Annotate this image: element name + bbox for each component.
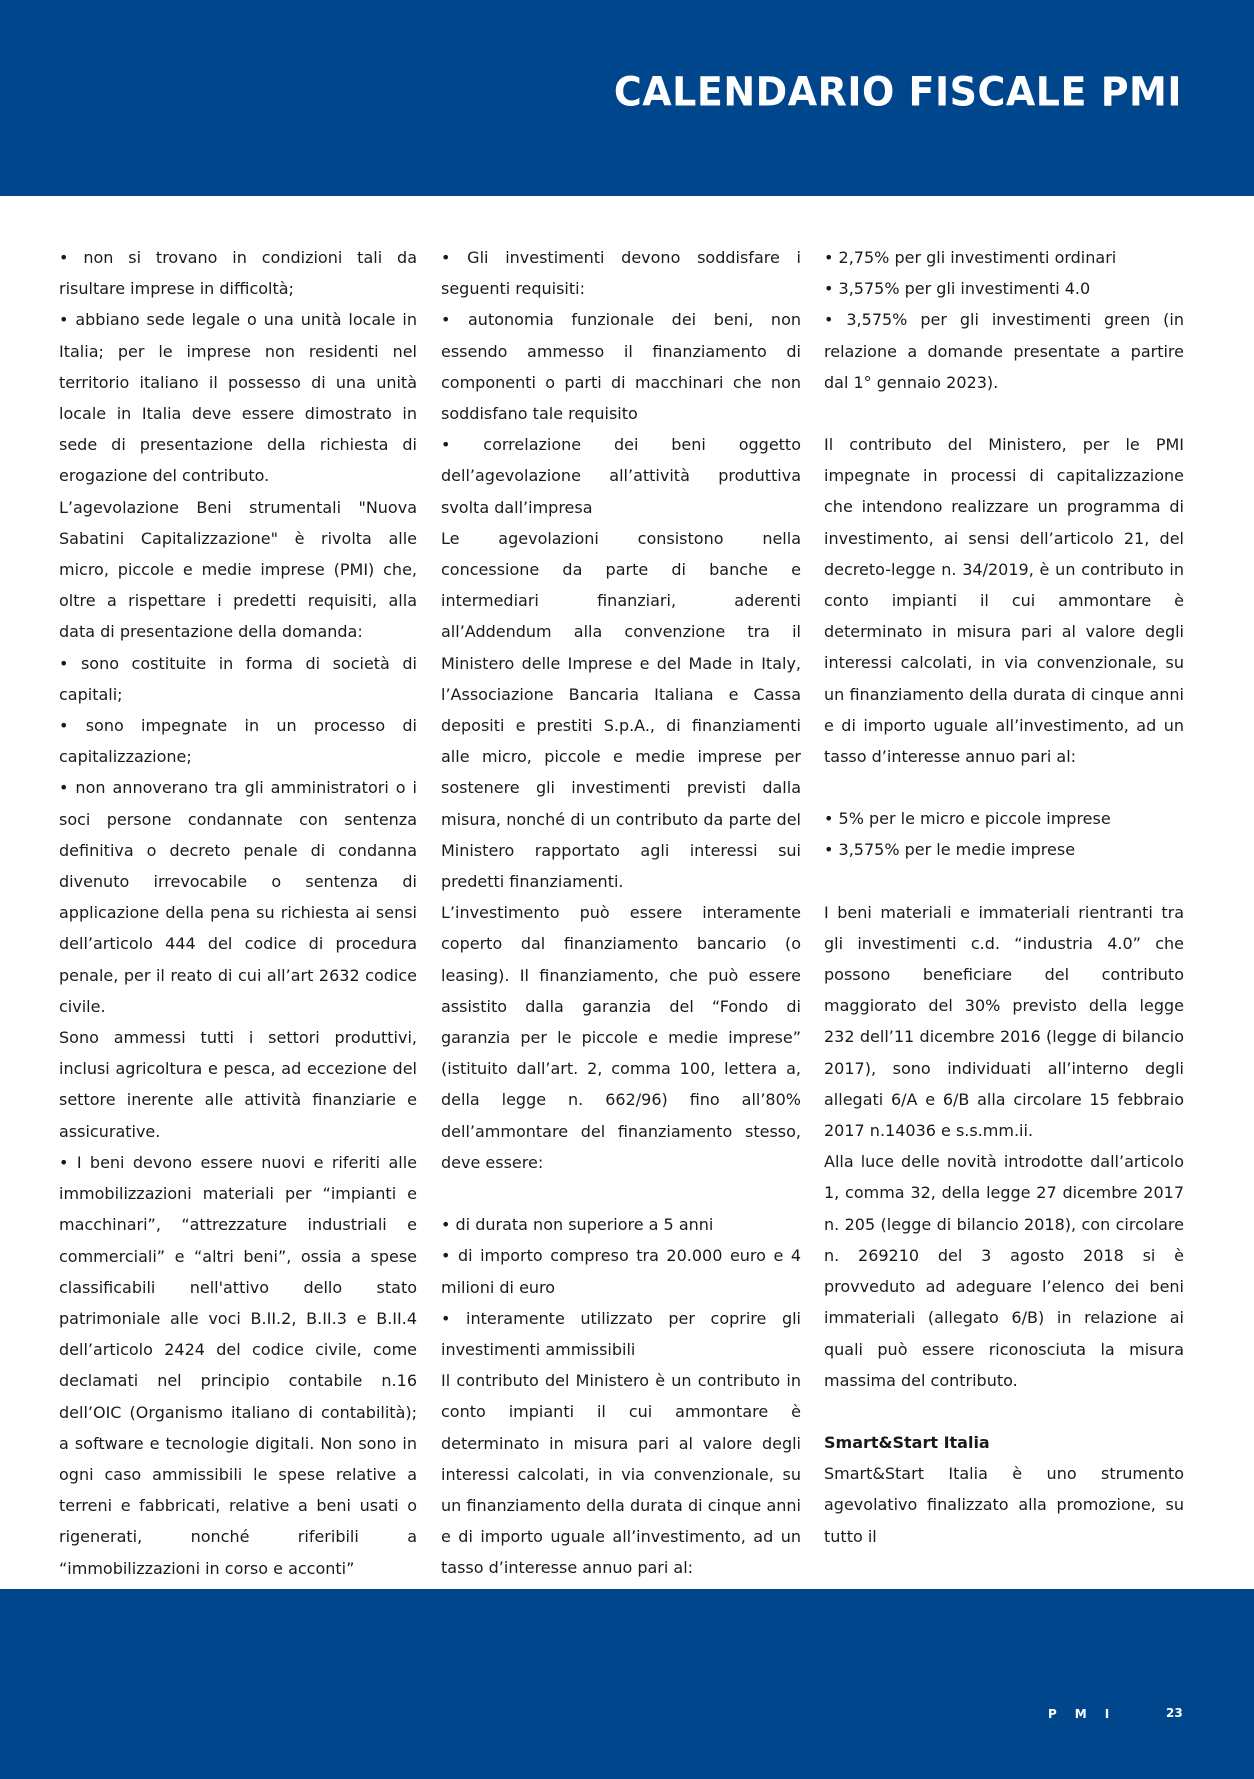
spacer [441,1178,801,1209]
list-item: • 3,575% per gli investimenti 4.0 [824,279,1091,299]
spacer [824,772,1184,803]
paragraph: Il contributo del Ministero, per le PMI impegnate in processi di capitalizzazione che intendono realizzare un programma di investimento, ai sensi dell’articolo 21, del decreto-legge n. 34/2019, è un contributo in conto impianti il cui ammontare è determinato in misura pari al valore degli interessi calcolati, in via convenzionale, su un finanziamento della durata di cinque anni e di importo uguale all’investimento, ad un tasso d’interesse annuo pari al: [824,435,1184,767]
page-header [0,0,1254,196]
paragraph: • Gli investimenti devono soddisfare i seguenti requisiti: [441,248,801,299]
list-item: • di importo compreso tra 20.000 euro e 4 milioni di euro [441,1246,801,1297]
spacer [824,1396,1184,1427]
section-heading: Smart&Start Italia [824,1432,990,1452]
paragraph: • autonomia funzionale dei beni, non essendo ammesso il finanziamento di componenti o parti di macchinari che non soddisfano tale requisito [441,310,801,424]
paragraph: Il contributo del Ministero è un contributo in conto impianti il cui ammontare è determinato in misura pari al valore degli interessi calcolati, in via convenzionale, su un finanziamento della durata di cinque anni e di importo uguale all’investimento, ad un tasso d’interesse annuo pari al: [441,1371,801,1578]
page-number: 23 [1166,1706,1183,1720]
spacer [824,398,1184,429]
page-footer [0,1589,1254,1779]
paragraph: • sono costituite in forma di società di capitali; [59,653,417,704]
text-column-3 [824,242,1184,1552]
paragraph: I beni materiali e immateriali rientranti tra gli investimenti c.d. “industria 4.0” che possono beneficiare del contributo maggiorato del 30% previsto della legge 232 dell’11 dicembre 2016 (legge di bilancio 2017), sono individuati all’interno degli allegati 6/A e 6/B alla circolare 15 febbraio 2017 n.14036 e s.s.mm.ii. [824,902,1184,1141]
paragraph: • sono impegnate in un processo di capitalizzazione; [59,716,417,767]
paragraph: • non si trovano in condizioni tali da risultare imprese in difficoltà; [59,248,417,299]
paragraph: • non annoverano tra gli amministratori o i soci persone condannate con sentenza definitiva o decreto penale di condanna divenuto irrevocabile o sentenza di applicazione della pena su richiesta ai sensi dell’articolo 444 del codice di procedura penale, per il reato di cui all’art 2632 codice civile. [59,778,417,1016]
paragraph: • I beni devono essere nuovi e riferiti alle immobilizzazioni materiali per “impianti e macchinari”, “attrezzature industriali e commerciali” e “altri beni”, ossia a spese classificabili nell'attivo dello stato patrimoniale alle voci B.II.2, B.II.3 e B.II.4 dell’articolo 2424 del codice civile, come declamati nel principio contabile n.16 dell’OIC (Organismo italiano di contabilità); a software e tecnologie digitali. Non sono in ogni caso ammissibili le spese relative a terreni e fabbricati, relative a beni usati o rigenerati, nonché riferibili a “immobilizzazioni in corso e acconti” [59,1152,417,1578]
paragraph: Sono ammessi tutti i settori produttivi, inclusi agricoltura e pesca, ad eccezione del settore inerente alle attività finanziarie e assicurative. [59,1028,417,1141]
paragraph: • correlazione dei beni oggetto dell’agevolazione all’attività produttiva svolta dall’impresa [441,435,801,517]
text-column-1 [59,242,417,1584]
paragraph: Alla luce delle novità introdotte dall’articolo 1, comma 32, della legge 27 dicembre 2017 n. 205 (legge di bilancio 2018), con circolare n. 269210 del 3 agosto 2018 si è provveduto ad adeguare l’elenco dei beni immateriali (allegato 6/B) in relazione ai quali può essere riconosciuta la misura massima del contributo. [824,1152,1184,1390]
paragraph: L’investimento può essere interamente coperto dal finanziamento bancario (o leasing). Il finanziamento, che può essere assistito dalla garanzia del “Fondo di garanzia per le piccole e medie imprese” (istituito dall’art. 2, comma 100, lettera a, della legge n. 662/96) fino all’80% dell’ammontare del finanziamento stesso, deve essere: [441,903,801,1172]
list-item: • 2,75% per gli investimenti ordinari [824,248,1117,267]
paragraph: Smart&Start Italia è uno strumento agevolativo finalizzato alla promozione, su tutto il [824,1464,1184,1546]
spacer [824,866,1184,897]
paragraph: L’agevolazione Beni strumentali "Nuova Sabatini Capitalizzazione" è rivolta alle micro, piccole e medie imprese (PMI) che, oltre a rispettare i predetti requisiti, alla data di presentazione della domanda: [59,497,417,642]
page-title: CALENDARIO FISCALE PMI [613,68,1182,116]
list-item: • di durata non superiore a 5 anni [441,1215,714,1235]
list-item: • 3,575% per gli investimenti green (in relazione a domande presentate a partire dal 1° gennaio 2023). [824,310,1184,392]
list-item: • 3,575% per le medie imprese [824,840,1076,860]
paragraph: Le agevolazioni consistono nella concessione da parte di banche e intermediari finanziari, aderenti all’Addendum alla convenzione tra il Ministero delle Imprese e del Made in Italy, l’Associazione Bancaria Italiana e Cassa depositi e prestiti S.p.A., di finanziamenti alle micro, piccole e medie imprese per sostenere gli investimenti previsti dalla misura, nonché di un contributo da parte del Ministero rapportato agli interessi sui predetti finanziamenti. [441,528,801,892]
text-column-2 [441,242,801,1584]
paragraph: • abbiano sede legale o una unità locale in Italia; per le imprese non residenti nel territorio italiano il possesso di una unità locale in Italia deve essere dimostrato in sede di presentazione della richiesta di erogazione del contributo. [59,310,417,486]
list-item: • interamente utilizzato per coprire gli investimenti ammissibili [441,1308,801,1359]
list-item: • 5% per le micro e piccole imprese [824,809,1111,829]
footer-brand: PMI [1048,1707,1128,1721]
